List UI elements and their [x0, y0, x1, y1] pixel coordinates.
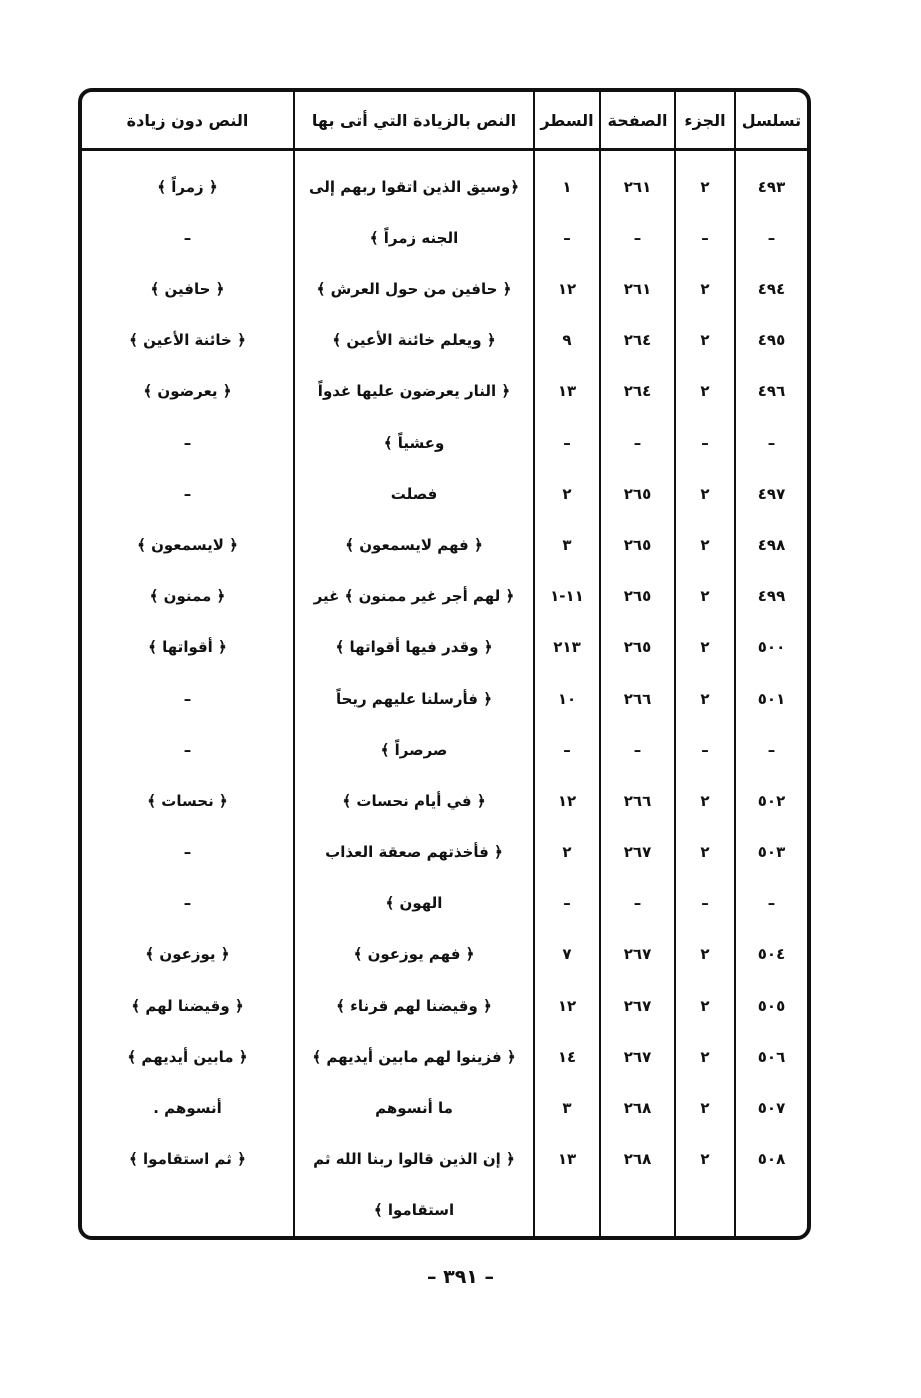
cell-part: ٢ [675, 775, 735, 826]
cell-text-without-addition: – [183, 433, 192, 452]
cell-page: ٢٦٨ [600, 1082, 675, 1133]
cell-seq: ٥٠٤ [735, 929, 807, 980]
cell-line: ١٠ [534, 673, 600, 724]
cell-text-without-addition: ﴿ وقيضنا لهم ﴾ [131, 996, 244, 1015]
cell-text-with-addition: ﴿ لهم أجر غير ممنون ﴾ غير [294, 571, 534, 622]
cell-seq: ٤٩٦ [735, 366, 807, 417]
cell-page: ٢٦٧ [600, 980, 675, 1031]
cell-part: ٢ [675, 929, 735, 980]
table-row [82, 468, 807, 519]
cell-text-without-addition: – [183, 843, 192, 862]
cell-text-without-addition: أنسوهم . [153, 1098, 222, 1117]
cell-line: ١٣ [534, 1133, 600, 1184]
header-part: الجزء [675, 92, 735, 150]
cell-line: ٣ [534, 519, 600, 570]
table-row [82, 1133, 807, 1184]
cell-text-with-addition: الجنه زمراً ﴾ [294, 212, 534, 263]
cell-page: ٢٦٥ [600, 468, 675, 519]
cell-text-with-addition: ما أنسوهم [294, 1082, 534, 1133]
table-row [82, 775, 807, 826]
cell-line: ١ [534, 150, 600, 213]
table-row [82, 826, 807, 877]
cell-line: ٣ [534, 1082, 600, 1133]
cell-text-without-addition: – [183, 740, 192, 759]
cell-text-with-addition: ﴿ فزينوا لهم مابين أيديهم ﴾ [294, 1031, 534, 1082]
cell-text-without-addition [82, 1185, 294, 1236]
cell-line: – [534, 724, 600, 775]
table-row [82, 673, 807, 724]
header-line: السطر [534, 92, 600, 150]
cell-line: ٩ [534, 315, 600, 366]
cell-page: ٢٦٧ [600, 826, 675, 877]
cell-page: ٢٦١ [600, 150, 675, 213]
cell-text-without-addition: ﴿ حافين ﴾ [150, 280, 225, 299]
cell-seq: – [735, 878, 807, 929]
cell-seq: ٤٩٤ [735, 264, 807, 315]
cell-line: ١٣ [534, 366, 600, 417]
cell-seq: ٥٠٣ [735, 826, 807, 877]
cell-text-without-addition: ﴿ ممنون ﴾ [149, 587, 226, 606]
cell-text-without-addition: ﴿ لايسمعون ﴾ [137, 535, 238, 554]
cell-seq: ٤٩٩ [735, 571, 807, 622]
cell-page: – [600, 417, 675, 468]
cell-part: – [675, 878, 735, 929]
cell-page: – [600, 212, 675, 263]
cell-part: ٢ [675, 519, 735, 570]
page-number: – ٣٩١ – [426, 1266, 495, 1288]
cell-line: ١٢ [534, 264, 600, 315]
cell-seq [735, 1185, 807, 1236]
cell-text-with-addition: ﴿ وقيضنا لهم قرناء ﴾ [294, 980, 534, 1031]
cell-text-without-addition: ﴿ مابين أيديهم ﴾ [127, 1047, 248, 1066]
cell-part: – [675, 724, 735, 775]
cell-line: ١٢ [534, 980, 600, 1031]
cell-page: ٢٦١ [600, 264, 675, 315]
table-row [82, 366, 807, 417]
cell-text-with-addition: استقاموا ﴾ [294, 1185, 534, 1236]
cell-line: ٢١٣ [534, 622, 600, 673]
cell-part: – [675, 212, 735, 263]
cell-page: – [600, 724, 675, 775]
table-row [82, 315, 807, 366]
cell-text-with-addition: الهون ﴾ [294, 878, 534, 929]
table-row [82, 980, 807, 1031]
cell-text-with-addition: ﴿ فأخذتهم صعقة العذاب [294, 826, 534, 877]
cell-text-without-addition: – [183, 484, 192, 503]
header-seq: تسلسل [735, 92, 807, 150]
table-frame [78, 88, 811, 1240]
cell-text-with-addition: ﴿ حافين من حول العرش ﴾ [294, 264, 534, 315]
cell-seq: ٥٠٥ [735, 980, 807, 1031]
cell-page: – [600, 878, 675, 929]
table-body [82, 150, 807, 1237]
cell-page: ٢٦٧ [600, 929, 675, 980]
cell-text-without-addition: – [183, 894, 192, 913]
cell-part [675, 1185, 735, 1236]
cell-text-with-addition: وعشياً ﴾ [294, 417, 534, 468]
cell-seq: ٥٠٦ [735, 1031, 807, 1082]
table-row [82, 929, 807, 980]
verses-table [82, 92, 807, 1236]
header-text-with-addition: النص بالزيادة التي أتى بها [294, 92, 534, 150]
cell-text-without-addition: ﴿ خائنة الأعين ﴾ [129, 331, 246, 350]
cell-text-with-addition: فصلت [294, 468, 534, 519]
cell-line: ٧ [534, 929, 600, 980]
table-row [82, 622, 807, 673]
cell-page: ٢٦٨ [600, 1133, 675, 1184]
cell-line [534, 1185, 600, 1236]
header-text-without-addition: النص دون زيادة [82, 92, 294, 150]
cell-text-with-addition: ﴿ إن الذين قالوا ربنا الله ثم [294, 1133, 534, 1184]
cell-text-without-addition: ﴿ ثم استقاموا ﴾ [129, 1150, 246, 1169]
cell-text-with-addition: ﴿ ويعلم خائنة الأعين ﴾ [294, 315, 534, 366]
cell-seq: – [735, 724, 807, 775]
cell-part: ٢ [675, 673, 735, 724]
cell-page: ٢٦٥ [600, 622, 675, 673]
cell-text-with-addition: ﴿ في أيام نحسات ﴾ [294, 775, 534, 826]
table-row [82, 150, 807, 213]
cell-part: ٢ [675, 826, 735, 877]
cell-text-with-addition: ﴿ فهم لايسمعون ﴾ [294, 519, 534, 570]
table-row [82, 1185, 807, 1236]
cell-text-without-addition: ﴿ زمراً ﴾ [157, 177, 218, 196]
cell-page: ٢٦٧ [600, 1031, 675, 1082]
cell-part: ٢ [675, 980, 735, 1031]
cell-seq: ٥٠١ [735, 673, 807, 724]
cell-text-without-addition: ﴿ يوزعون ﴾ [145, 945, 230, 964]
cell-part: – [675, 417, 735, 468]
cell-seq: – [735, 417, 807, 468]
table-row [82, 212, 807, 263]
cell-text-with-addition: ﴿وسيق الذين اتقوا ربهم إلى [294, 150, 534, 213]
table-row [82, 1082, 807, 1133]
cell-text-with-addition: ﴿ فأرسلنا عليهم ريحاً [294, 673, 534, 724]
table-header-row [82, 92, 807, 150]
cell-line: ١١-١ [534, 571, 600, 622]
cell-page: ٢٦٤ [600, 366, 675, 417]
cell-part: ٢ [675, 1133, 735, 1184]
cell-seq: ٥٠٧ [735, 1082, 807, 1133]
cell-seq: ٤٩٣ [735, 150, 807, 213]
cell-seq: ٥٠٠ [735, 622, 807, 673]
cell-seq: ٥٠٨ [735, 1133, 807, 1184]
cell-page [600, 1185, 675, 1236]
cell-page: ٢٦٥ [600, 571, 675, 622]
cell-part: ٢ [675, 622, 735, 673]
cell-page: ٢٦٥ [600, 519, 675, 570]
cell-text-without-addition: ﴿ يعرضون ﴾ [143, 382, 232, 401]
cell-line: – [534, 417, 600, 468]
cell-seq: – [735, 212, 807, 263]
cell-text-without-addition: ﴿ نحسات ﴾ [147, 791, 228, 810]
cell-text-with-addition: صرصراً ﴾ [294, 724, 534, 775]
cell-page: ٢٦٦ [600, 673, 675, 724]
cell-page: ٢٦٦ [600, 775, 675, 826]
table-row [82, 724, 807, 775]
cell-text-without-addition: ﴿ أقواتها ﴾ [148, 638, 227, 657]
cell-part: ٢ [675, 150, 735, 213]
cell-line: – [534, 212, 600, 263]
cell-part: ٢ [675, 468, 735, 519]
cell-text-with-addition: ﴿ النار يعرضون عليها غدواً [294, 366, 534, 417]
table-row [82, 417, 807, 468]
table-row [82, 264, 807, 315]
cell-text-without-addition: – [183, 228, 192, 247]
cell-line: ٢ [534, 826, 600, 877]
cell-part: ٢ [675, 315, 735, 366]
cell-line: ٢ [534, 468, 600, 519]
table-row [82, 571, 807, 622]
table-row [82, 519, 807, 570]
cell-line: – [534, 878, 600, 929]
cell-seq: ٤٩٥ [735, 315, 807, 366]
cell-page: ٢٦٤ [600, 315, 675, 366]
cell-text-with-addition: ﴿ فهم يوزعون ﴾ [294, 929, 534, 980]
cell-line: ١٢ [534, 775, 600, 826]
cell-part: ٢ [675, 1031, 735, 1082]
cell-seq: ٤٩٨ [735, 519, 807, 570]
cell-part: ٢ [675, 571, 735, 622]
cell-part: ٢ [675, 1082, 735, 1133]
cell-seq: ٤٩٧ [735, 468, 807, 519]
cell-text-without-addition: – [183, 689, 192, 708]
cell-seq: ٥٠٢ [735, 775, 807, 826]
cell-text-with-addition: ﴿ وقدر فيها أقواتها ﴾ [294, 622, 534, 673]
header-page: الصفحة [600, 92, 675, 150]
cell-part: ٢ [675, 264, 735, 315]
table-row [82, 878, 807, 929]
cell-part: ٢ [675, 366, 735, 417]
table-row [82, 1031, 807, 1082]
cell-line: ١٤ [534, 1031, 600, 1082]
